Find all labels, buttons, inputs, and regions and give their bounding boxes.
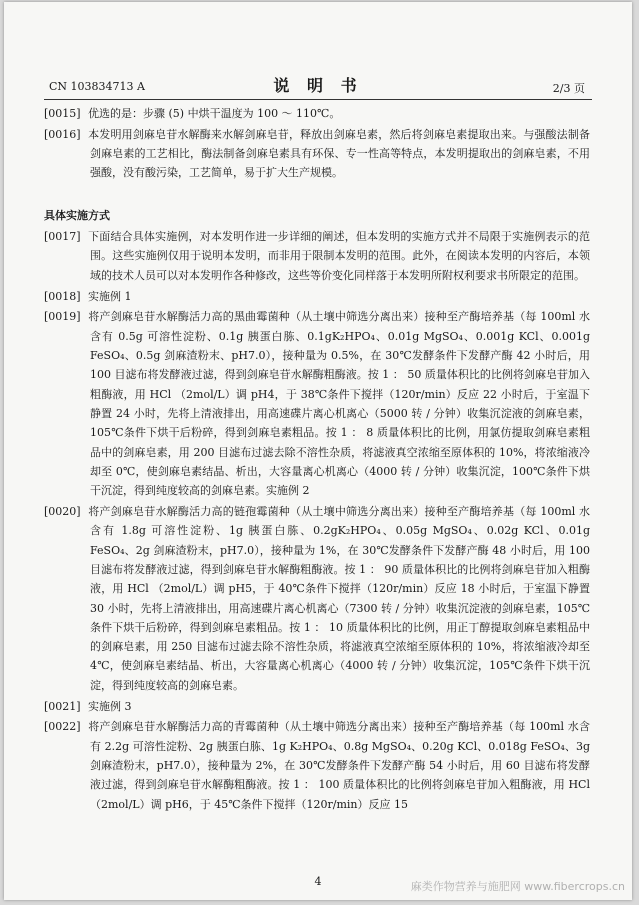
paragraph	[44, 502, 590, 695]
page-number: 4	[314, 875, 322, 888]
paragraph-number: [0022]	[44, 720, 81, 734]
paragraph-number: [0021]	[44, 699, 81, 713]
paragraph-text: 本发明用剑麻皂苷水解酶来水解剑麻皂苷，释放出剑麻皂素，然后将剑麻皂素提取出来。与强酸法制备剑麻皂素的工艺相比，酶法制备剑麻皂素具有环保、专一性高等特点，本发明提取出的剑麻皂素，不用强酸，没有酸污染，工艺简单，易于扩大生产规模。	[88, 127, 590, 180]
document-title: 说 明 书	[273, 76, 363, 95]
paragraph	[44, 227, 590, 285]
page-header	[4, 60, 632, 100]
body-text	[44, 104, 590, 816]
paragraph-text: 优选的是：步骤 (5) 中烘干温度为 100 ～ 110℃。	[88, 107, 341, 120]
paragraph-number: [0015]	[44, 107, 81, 120]
paragraph-number: [0019]	[44, 310, 81, 324]
paragraph-number: [0017]	[44, 230, 81, 244]
paragraph-text: 将产剑麻皂苷水解酶活力高的青霉菌种（从土壤中筛选分离出来）接种至产酶培养基（每 100ml 水含有 2.2g 可溶性淀粉、2g 胰蛋白胨、1g K₂HPO₄、0.8g MgSO₄、0.20g KCl、0.018g FeSO₄、3g 剑麻渣粉末，pH7.0），接种量为 2%，在 30℃发酵条件下发酵产酶 54 小时后，用 60 目滤布将发酵液过滤，得到剑麻皂苷水解酶粗酶液。按 1 ： 100 质量体积比的比例将剑麻皂苷加入粗酶液，用 HCl（2mol/L）调 pH6，于 45℃条件下搅拌（120r/min）反应 15	[88, 720, 590, 811]
paragraph-text: 实施例 3	[88, 699, 132, 713]
paragraph-text: 将产剑麻皂苷水解酶活力高的黑曲霉菌种（从土壤中筛选分离出来）接种至产酶培养基（每 100ml 水含有 0.5g 可溶性淀粉、0.1g 胰蛋白胨、0.1gK₂HPO₄、0.01g MgSO₄、0.001g KCl、0.001g FeSO₄、0.5g 剑麻渣粉末、pH7.0），接种量为 0.5%，在 30℃发酵条件下发酵产酶 42 小时后，用 100 目滤布将发酵液过滤，得到剑麻皂苷水解酶粗酶液。按 1 ： 50 质量体积比的比例将剑麻皂苷加入粗酶液，用 HCl （2mol/L）调 pH4，于 38℃条件下搅拌（120r/min）反应 22 小时后，于室温下静置 24 小时，先将上清液排出，用高速碟片离心机离心（5000 转 / 分钟）收集沉淀液的剑麻皂素，105℃条件下烘干后粉碎，得到剑麻皂素粗品。按 1 ： 8 质量体积比的比例，用氯仿提取剑麻皂素粗品中的剑麻皂素，用 200 目滤布过滤去除不溶性杂质，将滤液真空浓缩至原体积的 10%，将浓缩液冷却至 0℃，使剑麻皂素结晶、析出，大容量离心机离心（4000 转 / 分钟）收集沉淀，100℃条件下烘干沉淀，得到纯度较高的剑麻皂素。实施例 2	[88, 310, 590, 498]
page-indicator: 2/3 页	[552, 82, 585, 95]
watermark: 麻类作物营养与施肥网 www.fibercrops.cn	[410, 880, 625, 893]
paragraph	[44, 307, 590, 500]
paragraph-text: 实施例 1	[88, 289, 132, 303]
paragraph-number: [0016]	[44, 127, 81, 141]
paragraph	[44, 287, 590, 306]
document-page	[4, 2, 632, 900]
paragraph-number: [0020]	[44, 505, 81, 519]
section-heading: 具体实施方式	[44, 208, 110, 222]
paragraph-number: [0018]	[44, 289, 81, 303]
paragraph	[44, 697, 590, 716]
header-rule	[44, 99, 592, 100]
paragraph	[44, 104, 590, 123]
paragraph	[44, 717, 590, 813]
paragraph	[44, 125, 590, 183]
paragraph-text: 下面结合具体实施例，对本发明作进一步详细的阐述，但本发明的实施方式并不局限于实施例表示的范围。这些实施例仅用于说明本发明，而非用于限制本发明的范围。此外，在阅读本发明的内容后，本领域的技术人员可以对本发明作各种修改，这些等价变化同样落于本发明所附权利要求书所限定的范围。	[88, 230, 590, 282]
patent-number: CN 103834713 A	[49, 80, 145, 93]
paragraph-text: 将产剑麻皂苷水解酶活力高的链孢霉菌种（从土壤中筛选分离出来）接种至产酶培养基（每 100ml 水含有 1.8g 可溶性淀粉、1g 胰蛋白胨、0.2gK₂HPO₄、0.05g MgSO₄、0.02g KCl、0.01g FeSO₄、2g 剑麻渣粉末，pH7.0），接种量为 1%，在 30℃发酵条件下发酵产酶 48 小时后，用 100 目滤布将发酵液过滤，得到剑麻皂苷水解酶粗酶液。按 1 ： 90 质量体积比的比例将剑麻皂苷加入粗酶液，用 HCl （2mol/L）调 pH5，于 40℃条件下搅拌（120r/min）反应 18 小时后，于室温下静置 30 小时，先将上清液排出，用高速碟片离心机离心（7300 转 / 分钟）收集沉淀液的剑麻皂素，105℃条件下烘干后粉碎，得到剑麻皂素粗品。按 1 ： 10 质量体积比的比例，用正丁醇提取剑麻皂素粗品中的剑麻皂素，用 250 目滤布过滤去除不溶性杂质，将滤液真空浓缩至原体积的 10%，将浓缩液冷却至 4℃，使剑麻皂素结晶、析出，大容量离心机离心（4000 转 / 分钟）收集沉淀，105℃条件下烘干沉淀，得到纯度较高的剑麻皂素。	[88, 505, 590, 692]
